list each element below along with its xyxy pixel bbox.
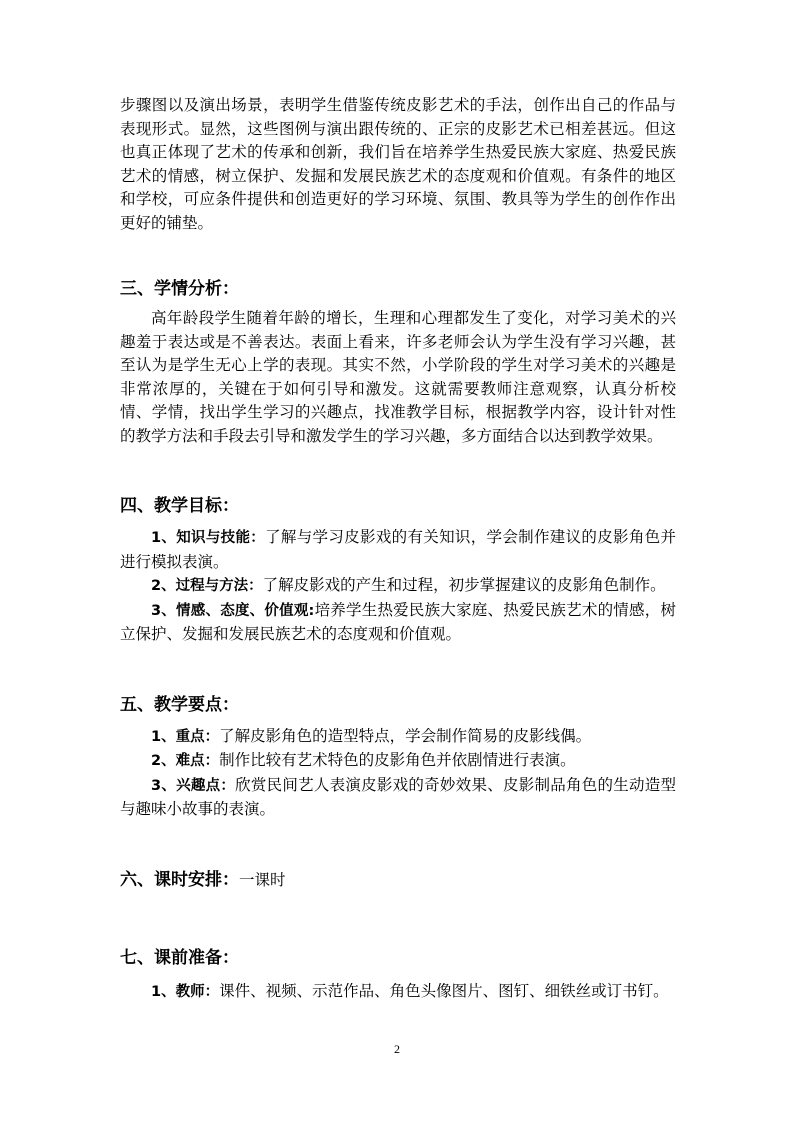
section-heading-learning-analysis: 三、学情分析： [120, 279, 239, 299]
point-text: 了解皮影角色的造型特点，学会制作简易的皮影线偶。 [219, 726, 592, 745]
point-item [120, 725, 676, 750]
preparation-text: 课件、视频、示范作品、角色头像图片、图钉、细铁丝或订书钉。 [219, 981, 669, 1000]
objective-text: 了解与学习皮影戏的有关知识，学会制作建议的皮影角色并进行模拟表演。 [120, 528, 676, 571]
point-label: 1、重点： [151, 728, 220, 745]
document-page [120, 94, 676, 1004]
objective-text: 了解皮影戏的产生和过程，初步掌握建议的皮影角色制作。 [262, 576, 666, 594]
section-heading-teaching-objectives: 四、教学目标： [120, 496, 239, 516]
class-schedule-value: 一课时 [239, 870, 286, 889]
point-item [120, 749, 676, 774]
objective-label: 1、知识与技能： [151, 530, 266, 546]
point-label: 3、兴趣点： [151, 777, 236, 794]
objective-label: 2、过程与方法： [151, 578, 263, 594]
point-text: 制作比较有艺术特色的皮影角色并依剧情进行表演。 [219, 751, 576, 769]
page-number: 2 [394, 1042, 400, 1056]
point-item [120, 774, 676, 822]
class-schedule-label: 六、课时安排： [120, 869, 239, 890]
section-heading-class-schedule [120, 868, 676, 892]
objective-item [120, 574, 676, 599]
section-heading-preparation: 七、课前准备： [120, 947, 239, 968]
objective-item [120, 526, 676, 574]
point-label: 2、难点： [151, 753, 220, 769]
point-text: 欣赏民间艺人表演皮影戏的奇妙效果、皮影制品角色的生动造型与趣味小故事的表演。 [120, 775, 676, 818]
preparation-label: 1、教师： [151, 983, 220, 1000]
objective-item [120, 599, 676, 647]
objective-text: 培养学生热爱民族大家庭、热爱民族艺术的情感，树立保护、发掘和发展民族艺术的态度观和价值观。 [120, 600, 676, 643]
learning-analysis-paragraph: 高年龄段学生随着年龄的增长，生理和心理都发生了变化，对学习美术的兴趣羞于表达或是不善表达。表面上看来，许多老师会认为学生没有学习兴趣，甚至认为是学生无心上学的表现。其实不然，小学阶段的学生对学习美术的兴趣是非常浓厚的，关键在于如何引导和激发。这就需要教师注意观察，认真分析校情、学情，找出学生学习的兴趣点，找准教学目标，根据教学内容，设计针对性的教学方法和手段去引导和激发学生的学习兴趣，多方面结合以达到教学效果。 [120, 309, 676, 445]
preparation-item [120, 980, 676, 1005]
intro-paragraph: 步骤图以及演出场景，表明学生借鉴传统皮影艺术的手法，创作出自己的作品与表现形式。显然，这些图例与演出跟传统的、正宗的皮影艺术已相差甚远。但这也真正体现了艺术的传承和创新，我们旨在培养学生热爱民族大家庭、热爱民族艺术的情感，树立保护、发掘和发展民族艺术的态度观和价值观。有条件的地区和学校，可应条件提供和创造更好的学习环境、氛围、教具等为学生的创作作出更好的铺垫。 [120, 96, 676, 232]
section-heading-teaching-points: 五、教学要点： [120, 694, 239, 715]
objective-label: 3、情感、态度、价值观: [151, 602, 315, 619]
